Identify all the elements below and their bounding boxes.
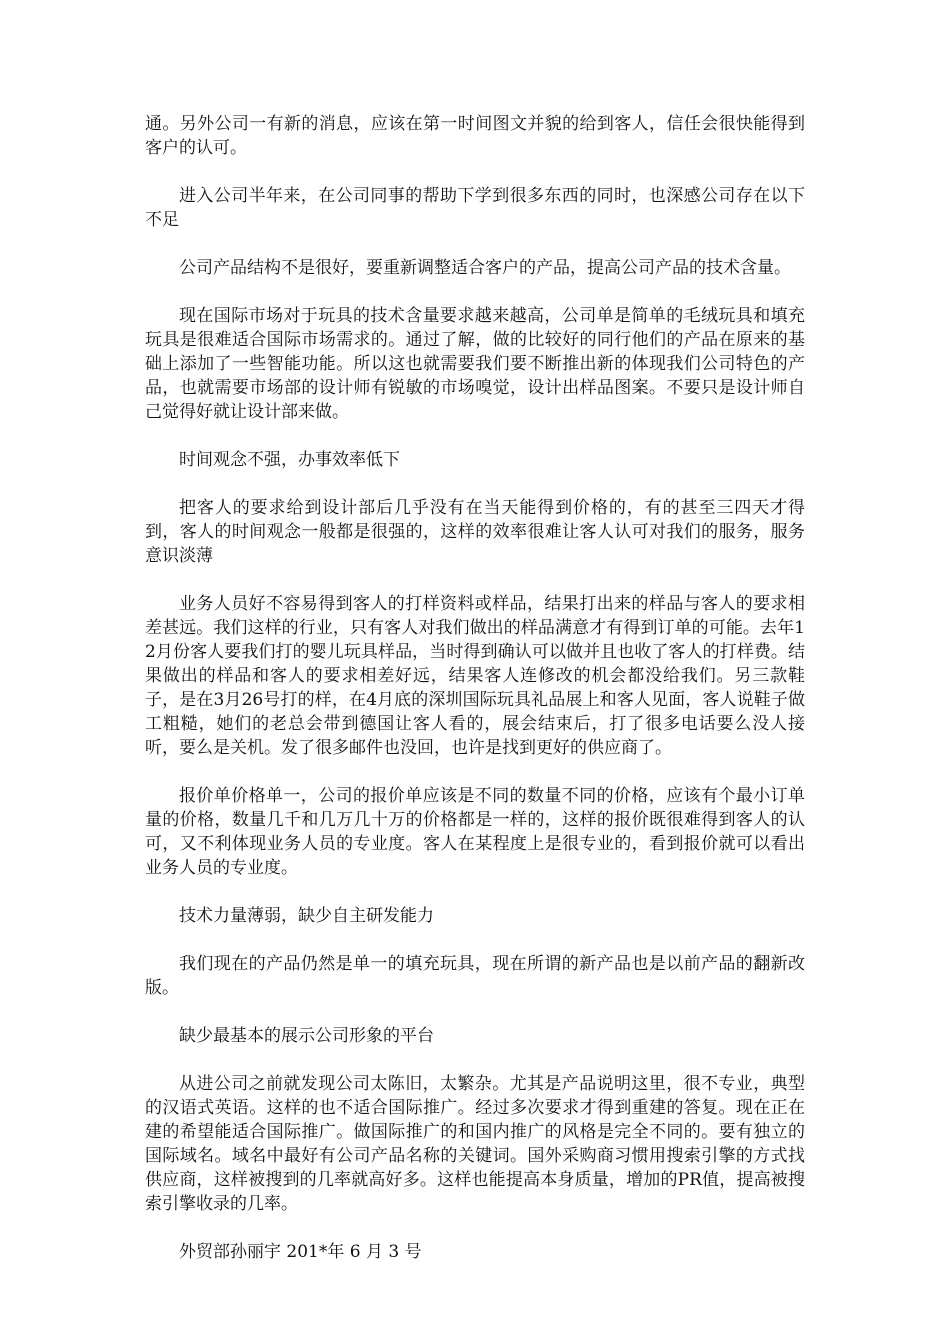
paragraph-1: 通。另外公司一有新的消息，应该在第一时间图文并貌的给到客人，信任会很快能得到客户的认可。 xyxy=(145,114,805,158)
signature-line: 外贸部孙丽宇 201*年 6 月 3 号 xyxy=(179,1242,422,1262)
paragraph-8: 报价单价格单一，公司的报价单应该是不同的数量不同的价格，应该有个最小订单量的价格，数量几千和几万几十万的价格都是一样的，这样的报价既很难得到客人的认可，又不利体现业务人员的专业度。客人在某程度上是很专业的，看到报价就可以看出业务人员的专业度。 xyxy=(145,786,805,878)
paragraph-4: 现在国际市场对于玩具的技术含量要求越来越高，公司单是简单的毛绒玩具和填充玩具是很难适合国际市场需求的。通过了解，做的比较好的同行他们的产品在原来的基础上添加了一些智能功能。所以这也就需要我们要不断推出新的体现我们公司特色的产品，也就需要市场部的设计师有锐敏的市场嗅觉，设计出样品图案。不要只是设计师自己觉得好就让设计部来做。 xyxy=(145,306,805,422)
paragraph-2: 进入公司半年来，在公司同事的帮助下学到很多东西的同时，也深感公司存在以下不足 xyxy=(145,186,805,230)
section-heading-platform: 缺少最基本的展示公司形象的平台 xyxy=(179,1026,434,1046)
paragraph-7: 业务人员好不容易得到客人的打样资料或样品，结果打出来的样品与客人的要求相差甚远。我们这样的行业，只有客人对我们做出的样品满意才有得到订单的可能。去年12月份客人要我们打的婴儿玩具样品，当时得到确认可以做并且也收了客人的打样费。结果做出的样品和客人的要求相差好远，结果客人连修改的机会都没给我们。另三款鞋子，是在3月26号打的样，在4月底的深圳国际玩具礼品展上和客人见面，客人说鞋子做工粗糙，她们的老总会带到德国让客人看的，展会结束后，打了很多电话要么没人接听，要么是关机。发了很多邮件也没回，也许是找到更好的供应商了。 xyxy=(145,594,805,758)
paragraph-12: 从进公司之前就发现公司太陈旧，太繁杂。尤其是产品说明这里，很不专业，典型的汉语式英语。这样的也不适合国际推广。经过多次要求才得到重建的答复。现在正在建的希望能适合国际推广。做国际推广的和国内推广的风格是完全不同的。要有独立的国际域名。域名中最好有公司产品名称的关键词。国外采购商习惯用搜索引擎的方式找供应商，这样被搜到的几率就高好多。这样也能提高本身质量，增加的PR值，提高被搜索引擎收录的几率。 xyxy=(145,1074,805,1214)
paragraph-3: 公司产品结构不是很好，要重新调整适合客户的产品，提高公司产品的技术含量。 xyxy=(179,258,791,278)
document-page xyxy=(145,112,805,1264)
paragraph-10: 我们现在的产品仍然是单一的填充玩具，现在所谓的新产品也是以前产品的翻新改版。 xyxy=(145,954,805,998)
paragraph-6: 把客人的要求给到设计部后几乎没有在当天能得到价格的，有的甚至三四天才得到，客人的时间观念一般都是很强的，这样的效率很难让客人认可对我们的服务，服务意识淡薄 xyxy=(145,498,805,566)
section-heading-tech: 技术力量薄弱，缺少自主研发能力 xyxy=(179,906,434,926)
section-heading-time: 时间观念不强，办事效率低下 xyxy=(179,450,400,470)
